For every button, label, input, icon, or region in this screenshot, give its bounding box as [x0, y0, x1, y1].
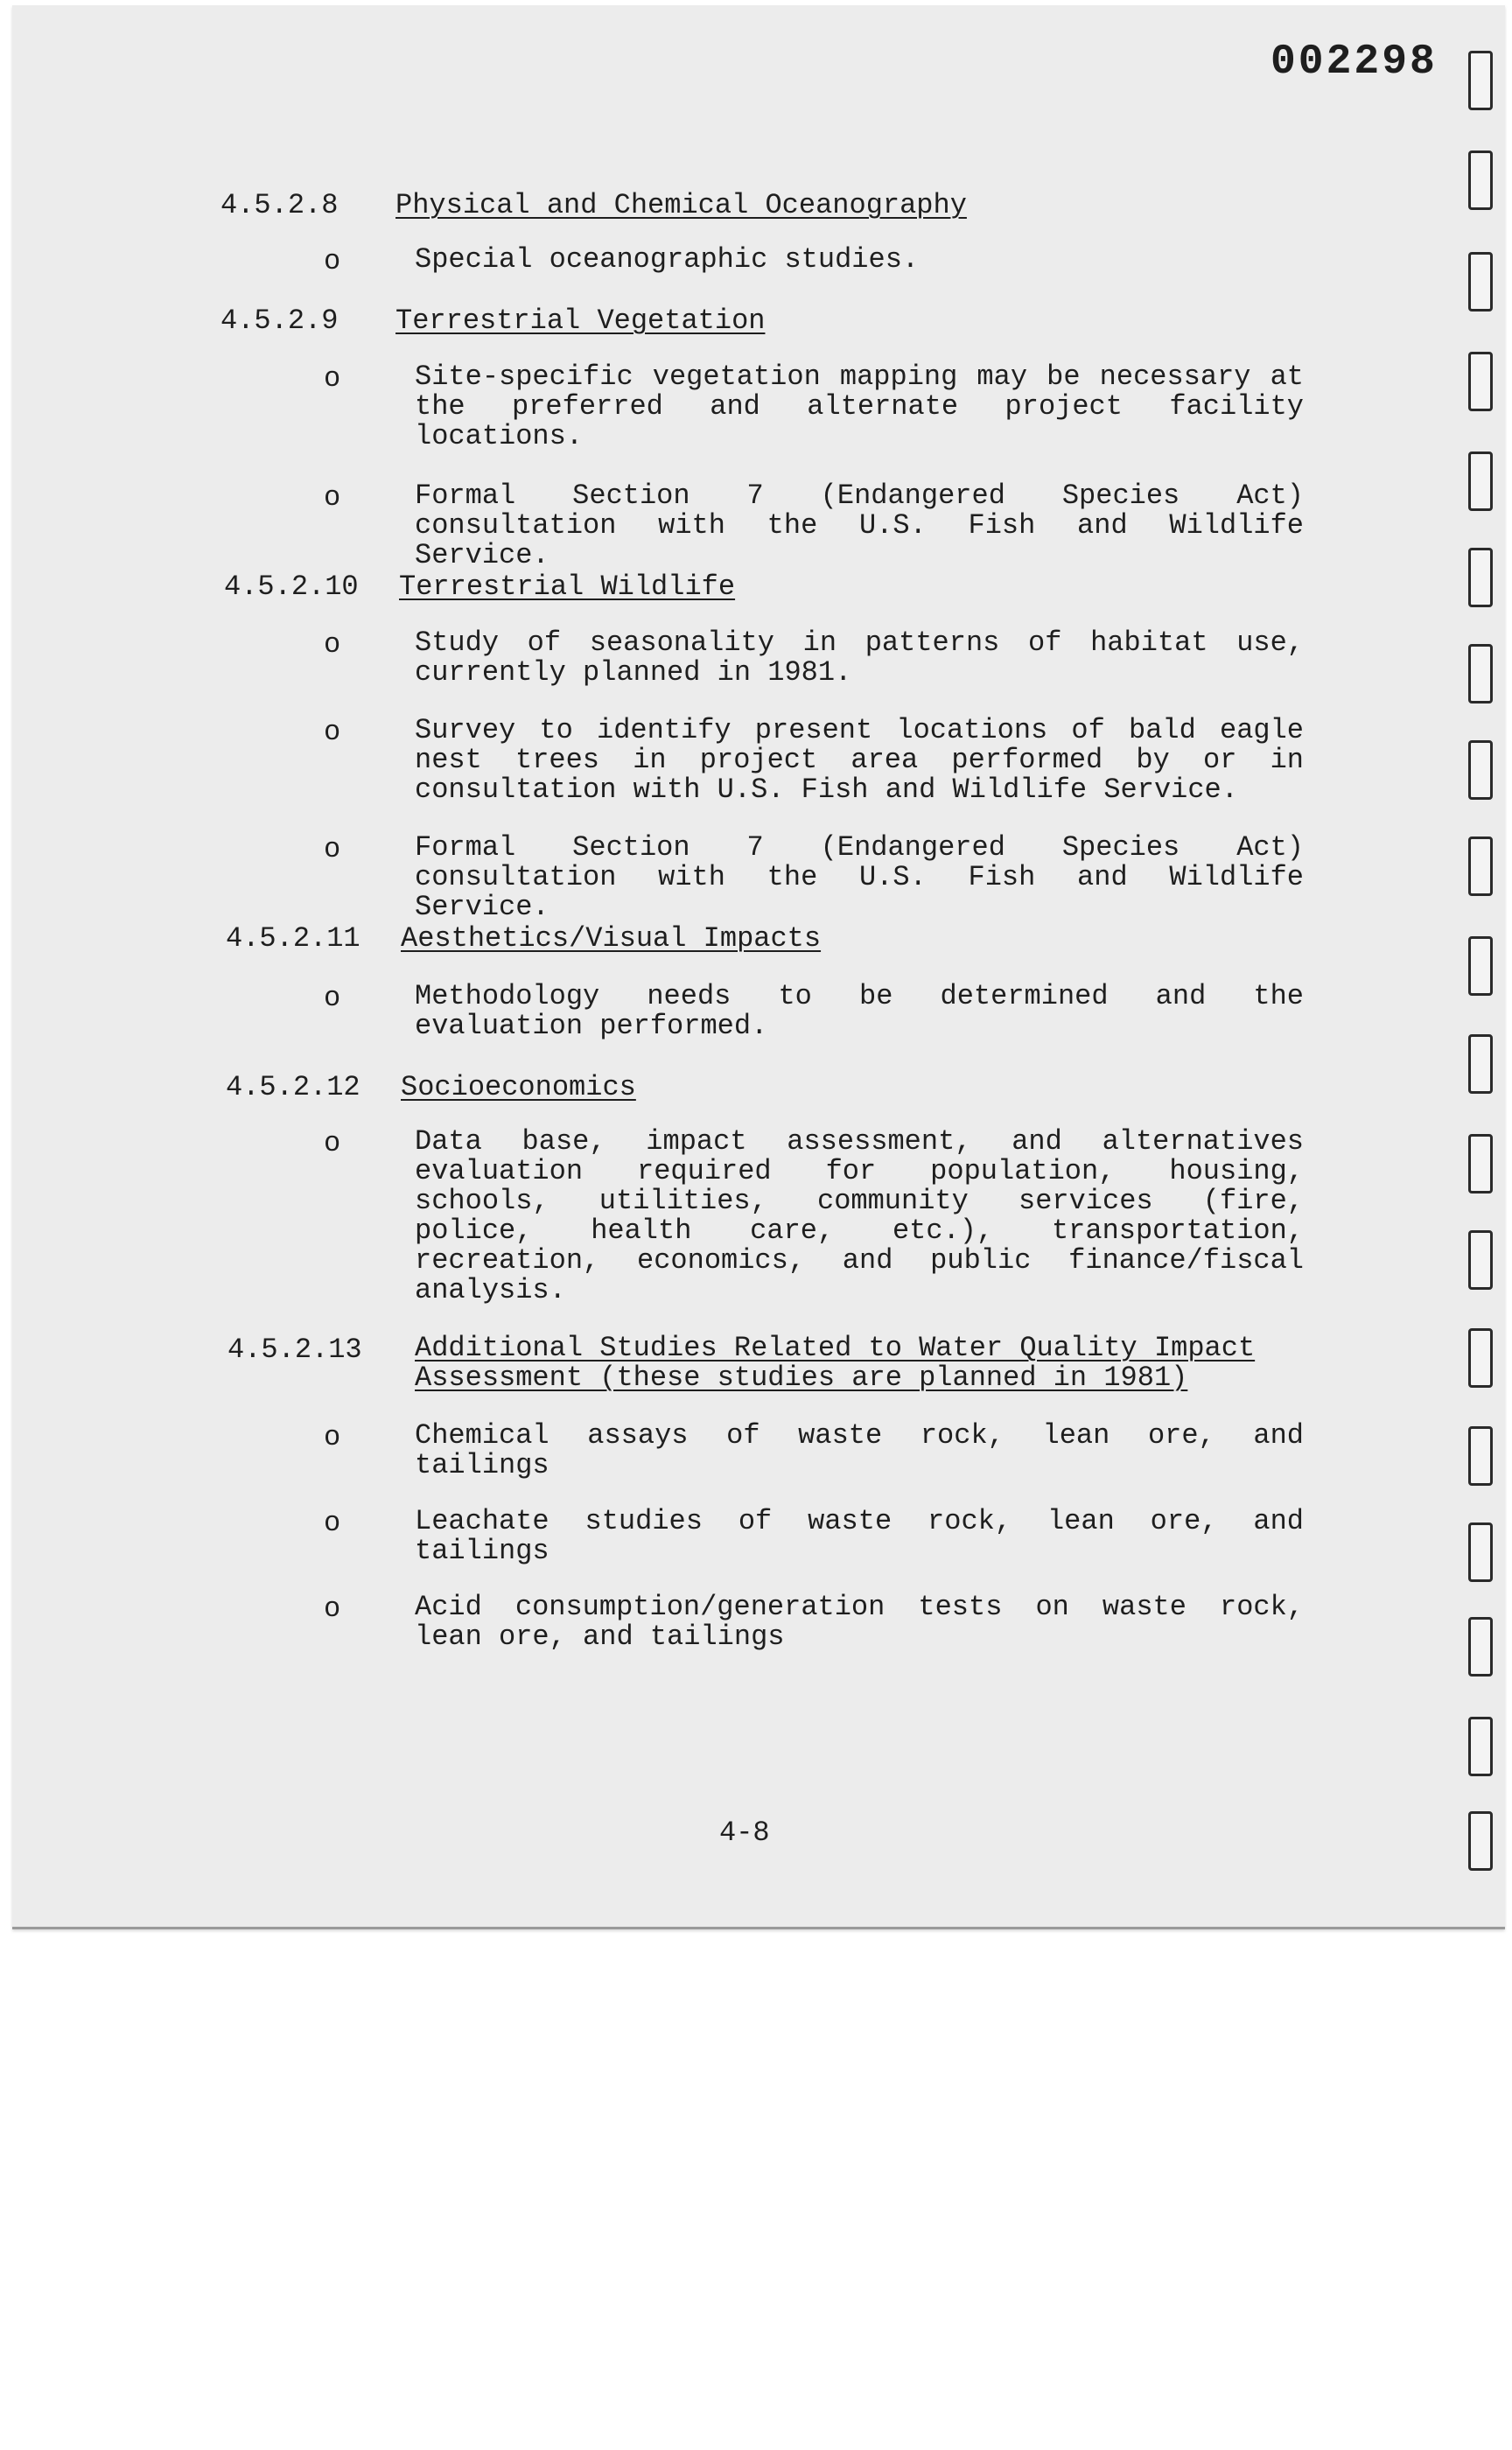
bullet-marker: o	[324, 1127, 341, 1159]
binder-tab	[1468, 452, 1493, 511]
list-item-text: Chemical assays of waste rock, lean ore, and tailings	[415, 1419, 1304, 1481]
binder-tab	[1468, 252, 1493, 312]
binder-tab	[1468, 51, 1493, 110]
section-title: Additional Studies Related to Water Quality Impact Assessment (these studies are planned in 1981)	[415, 1332, 1256, 1394]
binder-tab	[1468, 1034, 1493, 1094]
binder-tab	[1468, 150, 1493, 210]
binder-tab	[1468, 644, 1493, 704]
binder-tab	[1468, 936, 1493, 996]
binder-tab	[1468, 740, 1493, 800]
section-heading	[226, 1071, 636, 1103]
list-item-text: Survey to identify present locations of bald eagle nest trees in project area performed by or in consultation with U.S. Fish and Wildlife Service.	[415, 714, 1304, 806]
bullet-marker: o	[324, 362, 341, 395]
binder-tab	[1468, 1426, 1493, 1486]
binder-tab	[1468, 1134, 1493, 1194]
list-item-text: Formal Section 7 (Endangered Species Act) consultation with the U.S. Fish and Wildlife Service.	[415, 831, 1304, 923]
bullet-marker: o	[324, 245, 341, 277]
list-item-text: Study of seasonality in patterns of habitat use, currently planned in 1981.	[415, 626, 1304, 689]
list-item-text: Acid consumption/generation tests on waste rock, lean ore, and tailings	[415, 1591, 1304, 1653]
section-number: 4.5.2.10	[224, 570, 359, 603]
bullet-marker: o	[324, 1592, 341, 1625]
list-item-text: Methodology needs to be determined and the evaluation performed.	[415, 980, 1304, 1042]
section-heading	[228, 1334, 402, 1366]
binder-tab	[1468, 1522, 1493, 1582]
section-heading	[220, 189, 967, 221]
binder-tab	[1468, 1230, 1493, 1290]
binder-tab	[1468, 836, 1493, 896]
bullet-marker: o	[324, 833, 341, 865]
page-number: 4-8	[719, 1816, 770, 1849]
section-heading	[226, 922, 821, 955]
bullet-marker: o	[324, 1507, 341, 1539]
section-title: Terrestrial Wildlife	[399, 570, 736, 603]
list-item-text: Site-specific vegetation mapping may be necessary at the preferred and alternate project facility locations.	[415, 360, 1304, 452]
section-number: 4.5.2.13	[228, 1334, 362, 1366]
section-heading	[220, 304, 765, 337]
bullet-marker: o	[324, 1421, 341, 1453]
bullet-marker: o	[324, 628, 341, 661]
section-number: 4.5.2.9	[220, 304, 339, 337]
binder-tab	[1468, 1328, 1493, 1388]
section-title: Aesthetics/Visual Impacts	[401, 922, 822, 955]
list-item-text: Special oceanographic studies.	[415, 243, 920, 276]
section-number: 4.5.2.8	[220, 189, 339, 221]
list-item-text: Data base, impact assessment, and alternatives evaluation required for population, housing, schools, utilities, community services (fire, police, health care, etc.), transportation, recreation, economics, and public finance/fiscal analysis.	[415, 1125, 1304, 1306]
bullet-marker: o	[324, 716, 341, 748]
section-title: Terrestrial Vegetation	[396, 304, 766, 337]
document-number: 002298	[1270, 38, 1438, 86]
binder-tab	[1468, 548, 1493, 607]
binder-tab	[1468, 352, 1493, 411]
bullet-marker: o	[324, 481, 341, 514]
binder-tab	[1468, 1811, 1493, 1871]
section-heading	[224, 570, 735, 603]
document-page	[12, 5, 1505, 1929]
binder-tab	[1468, 1617, 1493, 1676]
section-number: 4.5.2.11	[226, 922, 360, 955]
bullet-marker: o	[324, 982, 341, 1014]
binder-tab	[1468, 1717, 1493, 1776]
section-title-block	[415, 1334, 1304, 1393]
section-title: Physical and Chemical Oceanography	[396, 189, 967, 221]
section-number: 4.5.2.12	[226, 1071, 360, 1103]
list-item-text: Formal Section 7 (Endangered Species Act) consultation with the U.S. Fish and Wildlife Service.	[415, 480, 1304, 571]
section-title: Socioeconomics	[401, 1071, 636, 1103]
list-item-text: Leachate studies of waste rock, lean ore, and tailings	[415, 1505, 1304, 1567]
